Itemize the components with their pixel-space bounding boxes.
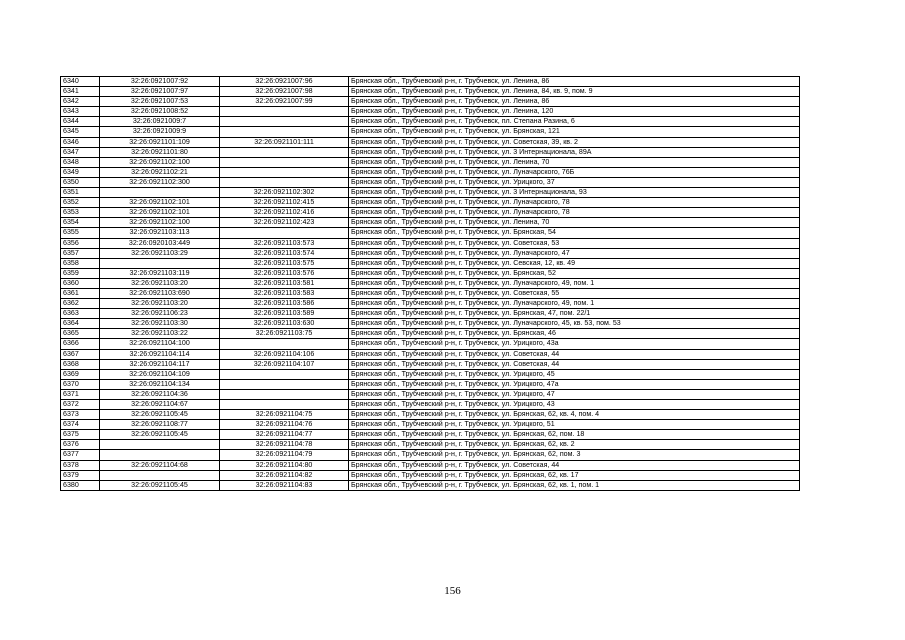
object-cadastral-number-cell: 32:26:0921103:574	[220, 248, 349, 258]
row-number-cell: 6350	[61, 177, 100, 187]
address-cell: Брянская обл., Трубчевский р-н, г. Трубчевск, ул. Советская, 44	[349, 460, 800, 470]
land-cadastral-number-cell: 32:26:0921104:67	[100, 400, 220, 410]
table-row	[61, 188, 800, 198]
row-number-cell: 6370	[61, 379, 100, 389]
row-number-cell: 6376	[61, 440, 100, 450]
table-row	[61, 359, 800, 369]
land-cadastral-number-cell: 32:26:0921103:20	[100, 299, 220, 309]
page-number: 156	[444, 585, 461, 597]
land-cadastral-number-cell	[100, 450, 220, 460]
address-cell: Брянская обл., Трубчевский р-н, г. Трубчевск, ул. Ленина, 86	[349, 97, 800, 107]
address-cell: Брянская обл., Трубчевский р-н, г. Трубчевск, ул. Советская, 44	[349, 349, 800, 359]
table-row	[61, 97, 800, 107]
table-row	[61, 157, 800, 167]
table-row	[61, 430, 800, 440]
row-number-cell: 6356	[61, 238, 100, 248]
row-number-cell: 6354	[61, 218, 100, 228]
row-number-cell: 6369	[61, 369, 100, 379]
object-cadastral-number-cell: 32:26:0921104:80	[220, 460, 349, 470]
address-cell: Брянская обл., Трубчевский р-н, г. Трубчевск, ул. Брянская, 52	[349, 268, 800, 278]
address-cell: Брянская обл., Трубчевский р-н, г. Трубчевск, ул. Советская, 44	[349, 359, 800, 369]
address-cell: Брянская обл., Трубчевский р-н, г. Трубчевск, ул. Советская, 53	[349, 238, 800, 248]
table-row	[61, 177, 800, 187]
land-cadastral-number-cell: 32:26:0921008:52	[100, 107, 220, 117]
address-cell: Брянская обл., Трубчевский р-н, г. Трубчевск, ул. Брянская, 62, пом. 18	[349, 430, 800, 440]
land-cadastral-number-cell: 32:26:0921102:101	[100, 208, 220, 218]
address-cell: Брянская обл., Трубчевский р-н, г. Трубчевск, ул. Брянская, 62, кв. 2	[349, 440, 800, 450]
table-row	[61, 87, 800, 97]
address-cell: Брянская обл., Трубчевский р-н, г. Трубчевск, ул. Брянская, 47, пом. 22/1	[349, 309, 800, 319]
row-number-cell: 6375	[61, 430, 100, 440]
object-cadastral-number-cell: 32:26:0921007:99	[220, 97, 349, 107]
object-cadastral-number-cell: 32:26:0921104:107	[220, 359, 349, 369]
row-number-cell: 6374	[61, 420, 100, 430]
row-number-cell: 6342	[61, 97, 100, 107]
row-number-cell: 6377	[61, 450, 100, 460]
land-cadastral-number-cell: 32:26:0921103:119	[100, 268, 220, 278]
address-cell: Брянская обл., Трубчевский р-н, г. Трубчевск, ул. Луначарского, 49, пом. 1	[349, 299, 800, 309]
object-cadastral-number-cell: 32:26:0921103:581	[220, 278, 349, 288]
table-row	[61, 369, 800, 379]
object-cadastral-number-cell: 32:26:0921104:106	[220, 349, 349, 359]
object-cadastral-number-cell: 32:26:0921103:573	[220, 238, 349, 248]
land-cadastral-number-cell	[100, 188, 220, 198]
land-cadastral-number-cell: 32:26:0921103:22	[100, 329, 220, 339]
table-row	[61, 208, 800, 218]
land-cadastral-number-cell: 32:26:0921105:45	[100, 410, 220, 420]
address-cell: Брянская обл., Трубчевский р-н, г. Трубчевск, ул. Луначарского, 78	[349, 208, 800, 218]
object-cadastral-number-cell	[220, 400, 349, 410]
object-cadastral-number-cell: 32:26:0921103:583	[220, 288, 349, 298]
address-cell: Брянская обл., Трубчевский р-н, г. Трубчевск, ул. Брянская, 121	[349, 127, 800, 137]
table-row	[61, 470, 800, 480]
object-cadastral-number-cell: 32:26:0921102:415	[220, 198, 349, 208]
land-cadastral-number-cell: 32:26:0921007:97	[100, 87, 220, 97]
address-cell: Брянская обл., Трубчевский р-н, г. Трубчевск, ул. Советская, 55	[349, 288, 800, 298]
table-row	[61, 127, 800, 137]
address-cell: Брянская обл., Трубчевский р-н, г. Трубчевск, ул. Луначарского, 47	[349, 248, 800, 258]
row-number-cell: 6364	[61, 319, 100, 329]
land-cadastral-number-cell: 32:26:0921102:300	[100, 177, 220, 187]
table-row	[61, 450, 800, 460]
land-cadastral-number-cell: 32:26:0920103:449	[100, 238, 220, 248]
address-cell: Брянская обл., Трубчевский р-н, г. Трубчевск, ул. Луначарского, 49, пом. 1	[349, 278, 800, 288]
object-cadastral-number-cell: 32:26:0921103:630	[220, 319, 349, 329]
address-cell: Брянская обл., Трубчевский р-н, г. Трубчевск, ул. Луначарского, 76Б	[349, 167, 800, 177]
address-cell: Брянская обл., Трубчевский р-н, г. Трубчевск, ул. Брянская, 62, кв. 17	[349, 470, 800, 480]
table-row	[61, 379, 800, 389]
land-cadastral-number-cell: 32:26:0921007:92	[100, 77, 220, 87]
row-number-cell: 6378	[61, 460, 100, 470]
address-cell: Брянская обл., Трубчевский р-н, г. Трубчевск, ул. Урицкого, 45	[349, 369, 800, 379]
row-number-cell: 6359	[61, 268, 100, 278]
table-row	[61, 299, 800, 309]
address-cell: Брянская обл., Трубчевский р-н, г. Трубчевск, пл. Степана Разина, 6	[349, 117, 800, 127]
object-cadastral-number-cell	[220, 369, 349, 379]
row-number-cell: 6343	[61, 107, 100, 117]
table-row	[61, 248, 800, 258]
object-cadastral-number-cell: 32:26:0921104:82	[220, 470, 349, 480]
object-cadastral-number-cell	[220, 228, 349, 238]
object-cadastral-number-cell: 32:26:0921103:589	[220, 309, 349, 319]
table-row	[61, 420, 800, 430]
row-number-cell: 6346	[61, 137, 100, 147]
object-cadastral-number-cell	[220, 117, 349, 127]
address-cell: Брянская обл., Трубчевский р-н, г. Трубчевск, ул. Ленина, 70	[349, 218, 800, 228]
object-cadastral-number-cell: 32:26:0921104:77	[220, 430, 349, 440]
object-cadastral-number-cell: 32:26:0921103:586	[220, 299, 349, 309]
land-cadastral-number-cell: 32:26:0921104:134	[100, 379, 220, 389]
object-cadastral-number-cell	[220, 177, 349, 187]
registry-table	[60, 76, 800, 491]
land-cadastral-number-cell: 32:26:0921104:114	[100, 349, 220, 359]
object-cadastral-number-cell: 32:26:0921101:111	[220, 137, 349, 147]
row-number-cell: 6344	[61, 117, 100, 127]
address-cell: Брянская обл., Трубчевский р-н, г. Трубчевск, ул. Брянская, 62, пом. 3	[349, 450, 800, 460]
row-number-cell: 6355	[61, 228, 100, 238]
row-number-cell: 6365	[61, 329, 100, 339]
address-cell: Брянская обл., Трубчевский р-н, г. Трубчевск, ул. Луначарского, 78	[349, 198, 800, 208]
row-number-cell: 6352	[61, 198, 100, 208]
table-row	[61, 258, 800, 268]
address-cell: Брянская обл., Трубчевский р-н, г. Трубчевск, ул. 3 Интернационала, 89А	[349, 147, 800, 157]
object-cadastral-number-cell: 32:26:0921104:75	[220, 410, 349, 420]
land-cadastral-number-cell: 32:26:0921101:109	[100, 137, 220, 147]
table-row	[61, 329, 800, 339]
land-cadastral-number-cell: 32:26:0921105:45	[100, 480, 220, 490]
land-cadastral-number-cell: 32:26:0921106:23	[100, 309, 220, 319]
land-cadastral-number-cell: 32:26:0921105:45	[100, 430, 220, 440]
table-row	[61, 268, 800, 278]
address-cell: Брянская обл., Трубчевский р-н, г. Трубчевск, ул. Урицкого, 37	[349, 177, 800, 187]
land-cadastral-number-cell: 32:26:0921103:113	[100, 228, 220, 238]
table-row	[61, 309, 800, 319]
table-row	[61, 349, 800, 359]
land-cadastral-number-cell: 32:26:0921102:101	[100, 198, 220, 208]
object-cadastral-number-cell	[220, 127, 349, 137]
object-cadastral-number-cell	[220, 147, 349, 157]
table-row	[61, 410, 800, 420]
object-cadastral-number-cell: 32:26:0921007:98	[220, 87, 349, 97]
object-cadastral-number-cell	[220, 339, 349, 349]
land-cadastral-number-cell: 32:26:0921102:100	[100, 157, 220, 167]
land-cadastral-number-cell	[100, 440, 220, 450]
address-cell: Брянская обл., Трубчевский р-н, г. Трубчевск, ул. Урицкого, 47а	[349, 379, 800, 389]
row-number-cell: 6372	[61, 400, 100, 410]
row-number-cell: 6361	[61, 288, 100, 298]
row-number-cell: 6358	[61, 258, 100, 268]
table-row	[61, 198, 800, 208]
address-cell: Брянская обл., Трубчевский р-н, г. Трубчевск, ул. Урицкого, 47	[349, 389, 800, 399]
table-row	[61, 228, 800, 238]
table-row	[61, 218, 800, 228]
table-row	[61, 480, 800, 490]
land-cadastral-number-cell: 32:26:0921104:100	[100, 339, 220, 349]
row-number-cell: 6362	[61, 299, 100, 309]
row-number-cell: 6366	[61, 339, 100, 349]
land-cadastral-number-cell: 32:26:0921102:21	[100, 167, 220, 177]
object-cadastral-number-cell: 32:26:0921102:302	[220, 188, 349, 198]
object-cadastral-number-cell: 32:26:0921104:76	[220, 420, 349, 430]
row-number-cell: 6349	[61, 167, 100, 177]
table-row	[61, 238, 800, 248]
address-cell: Брянская обл., Трубчевский р-н, г. Трубчевск, ул. Ленина, 70	[349, 157, 800, 167]
object-cadastral-number-cell: 32:26:0921104:83	[220, 480, 349, 490]
row-number-cell: 6357	[61, 248, 100, 258]
land-cadastral-number-cell: 32:26:0921103:20	[100, 278, 220, 288]
land-cadastral-number-cell: 32:26:0921104:36	[100, 389, 220, 399]
address-cell: Брянская обл., Трубчевский р-н, г. Трубчевск, ул. Советская, 39, кв. 2	[349, 137, 800, 147]
address-cell: Брянская обл., Трубчевский р-н, г. Трубчевск, ул. Урицкого, 43а	[349, 339, 800, 349]
address-cell: Брянская обл., Трубчевский р-н, г. Трубчевск, ул. Урицкого, 51	[349, 420, 800, 430]
object-cadastral-number-cell	[220, 379, 349, 389]
address-cell: Брянская обл., Трубчевский р-н, г. Трубчевск, ул. Брянская, 62, кв. 1, пом. 1	[349, 480, 800, 490]
address-cell: Брянская обл., Трубчевский р-н, г. Трубчевск, ул. Брянская, 46	[349, 329, 800, 339]
object-cadastral-number-cell: 32:26:0921102:416	[220, 208, 349, 218]
object-cadastral-number-cell: 32:26:0921007:96	[220, 77, 349, 87]
land-cadastral-number-cell	[100, 258, 220, 268]
row-number-cell: 6373	[61, 410, 100, 420]
table-row	[61, 389, 800, 399]
row-number-cell: 6367	[61, 349, 100, 359]
address-cell: Брянская обл., Трубчевский р-н, г. Трубчевск, ул. Брянская, 54	[349, 228, 800, 238]
object-cadastral-number-cell	[220, 167, 349, 177]
land-cadastral-number-cell: 32:26:0921009:9	[100, 127, 220, 137]
row-number-cell: 6347	[61, 147, 100, 157]
row-number-cell: 6341	[61, 87, 100, 97]
row-number-cell: 6340	[61, 77, 100, 87]
address-cell: Брянская обл., Трубчевский р-н, г. Трубчевск, ул. Ленина, 86	[349, 77, 800, 87]
object-cadastral-number-cell: 32:26:0921103:576	[220, 268, 349, 278]
land-cadastral-number-cell	[100, 470, 220, 480]
table-row	[61, 400, 800, 410]
object-cadastral-number-cell	[220, 157, 349, 167]
address-cell: Брянская обл., Трубчевский р-н, г. Трубчевск, ул. Ленина, 120	[349, 107, 800, 117]
address-cell: Брянская обл., Трубчевский р-н, г. Трубчевск, ул. Урицкого, 43	[349, 400, 800, 410]
address-cell: Брянская обл., Трубчевский р-н, г. Трубчевск, ул. Брянская, 62, кв. 4, пом. 4	[349, 410, 800, 420]
object-cadastral-number-cell: 32:26:0921103:75	[220, 329, 349, 339]
row-number-cell: 6371	[61, 389, 100, 399]
row-number-cell: 6353	[61, 208, 100, 218]
land-cadastral-number-cell: 32:26:0921102:100	[100, 218, 220, 228]
land-cadastral-number-cell: 32:26:0921108:77	[100, 420, 220, 430]
table-row	[61, 117, 800, 127]
row-number-cell: 6380	[61, 480, 100, 490]
address-cell: Брянская обл., Трубчевский р-н, г. Трубчевск, ул. Севская, 12, кв. 49	[349, 258, 800, 268]
land-cadastral-number-cell: 32:26:0921103:30	[100, 319, 220, 329]
land-cadastral-number-cell: 32:26:0921104:117	[100, 359, 220, 369]
row-number-cell: 6345	[61, 127, 100, 137]
table-row	[61, 137, 800, 147]
table-row	[61, 319, 800, 329]
object-cadastral-number-cell: 32:26:0921102:423	[220, 218, 349, 228]
table-row	[61, 440, 800, 450]
table-row	[61, 77, 800, 87]
object-cadastral-number-cell: 32:26:0921104:79	[220, 450, 349, 460]
table-row	[61, 288, 800, 298]
land-cadastral-number-cell: 32:26:0921103:690	[100, 288, 220, 298]
row-number-cell: 6348	[61, 157, 100, 167]
row-number-cell: 6363	[61, 309, 100, 319]
table-row	[61, 167, 800, 177]
table-row	[61, 339, 800, 349]
table-row	[61, 147, 800, 157]
land-cadastral-number-cell: 32:26:0921009:7	[100, 117, 220, 127]
address-cell: Брянская обл., Трубчевский р-н, г. Трубчевск, ул. Ленина, 84, кв. 9, пом. 9	[349, 87, 800, 97]
address-cell: Брянская обл., Трубчевский р-н, г. Трубчевск, ул. 3 Интернационала, 93	[349, 188, 800, 198]
row-number-cell: 6379	[61, 470, 100, 480]
table-row	[61, 278, 800, 288]
object-cadastral-number-cell: 32:26:0921104:78	[220, 440, 349, 450]
land-cadastral-number-cell: 32:26:0921104:109	[100, 369, 220, 379]
object-cadastral-number-cell: 32:26:0921103:575	[220, 258, 349, 268]
address-cell: Брянская обл., Трубчевский р-н, г. Трубчевск, ул. Луначарского, 45, кв. 53, пом. 53	[349, 319, 800, 329]
table-row	[61, 107, 800, 117]
row-number-cell: 6360	[61, 278, 100, 288]
registry-table-body	[61, 77, 800, 491]
row-number-cell: 6351	[61, 188, 100, 198]
object-cadastral-number-cell	[220, 107, 349, 117]
land-cadastral-number-cell: 32:26:0921007:53	[100, 97, 220, 107]
land-cadastral-number-cell: 32:26:0921103:29	[100, 248, 220, 258]
land-cadastral-number-cell: 32:26:0921104:68	[100, 460, 220, 470]
land-cadastral-number-cell: 32:26:0921101:80	[100, 147, 220, 157]
object-cadastral-number-cell	[220, 389, 349, 399]
table-row	[61, 460, 800, 470]
row-number-cell: 6368	[61, 359, 100, 369]
